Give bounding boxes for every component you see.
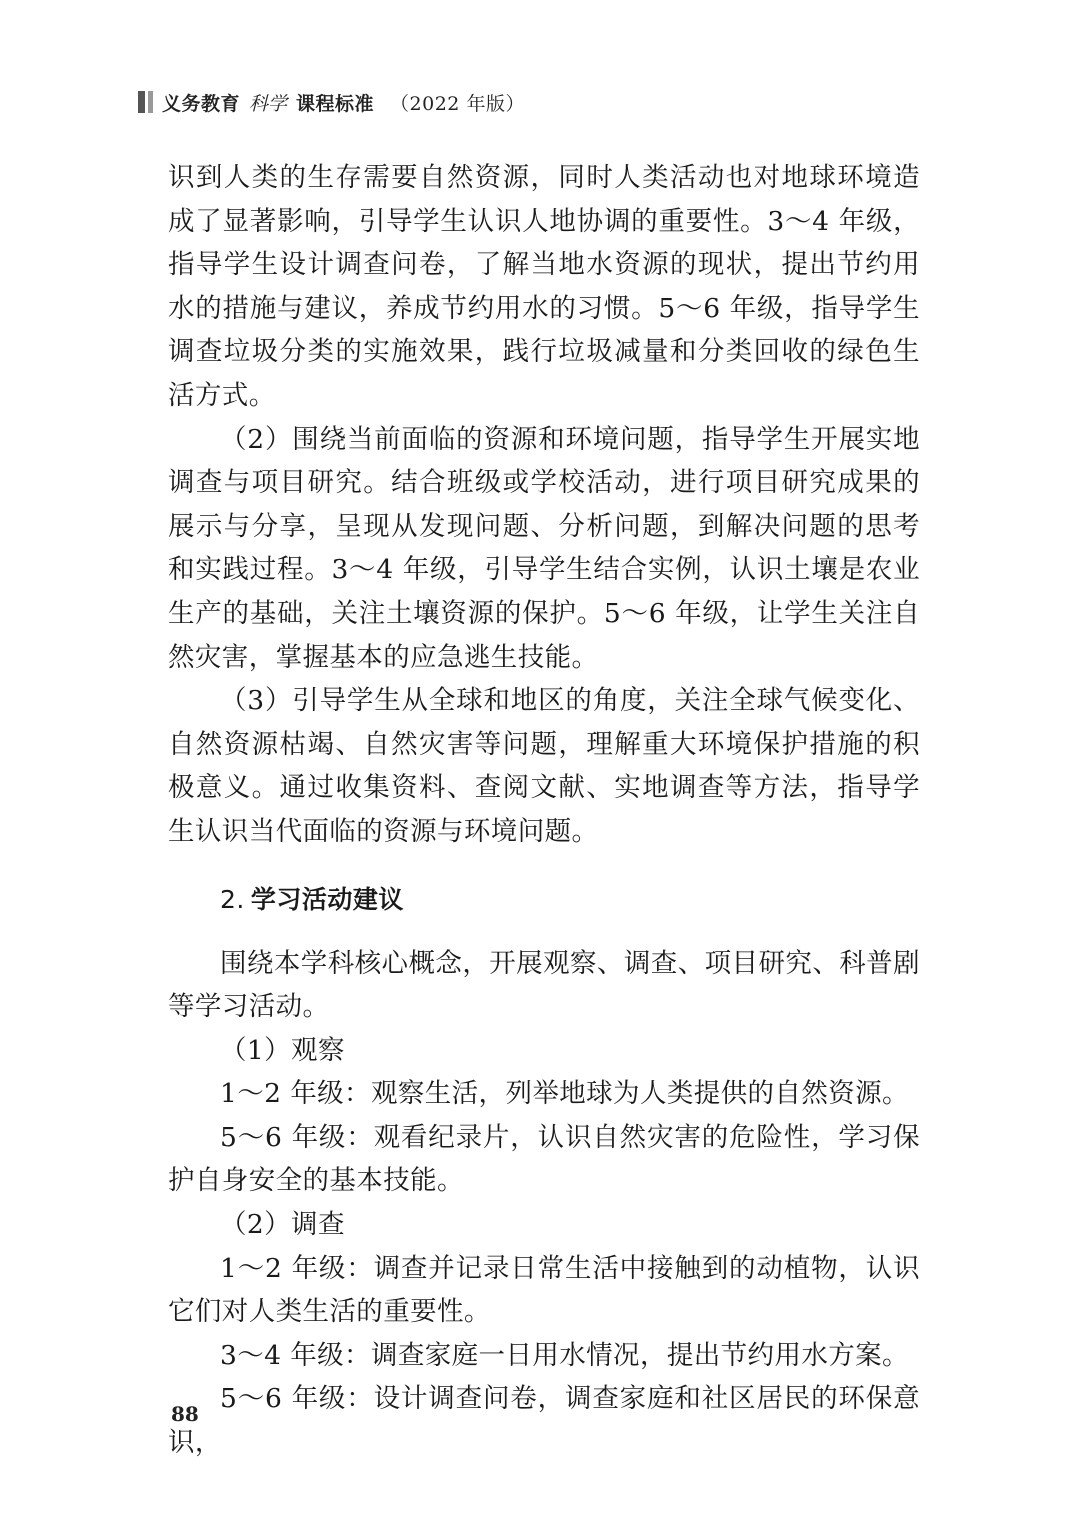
- paragraph-continued: 识到人类的生存需要自然资源，同时人类活动也对地球环境造成了显著影响，引导学生认识人地协调的重要性。3～4 年级，指导学生设计调查问卷，了解当地水资源的现状，提出节约用水的措施与建议，养成节约用水的习惯。5～6 年级，指导学生调查垃圾分类的实施效果，践行垃圾减量和分类回收的绿色生活方式。: [168, 162, 920, 411]
- section-heading: [168, 880, 920, 920]
- survey-grade-5-6: 5～6 年级：设计调查问卷，调查家庭和社区居民的环保意识，: [168, 1383, 920, 1459]
- observe-heading: （1）观察: [220, 1034, 345, 1066]
- header-bar-mark-icon: [138, 91, 153, 113]
- page-number: 88: [171, 1402, 199, 1426]
- section-number: 2.: [220, 884, 245, 914]
- page-body: [168, 156, 920, 1465]
- section-title: 学习活动建议: [250, 884, 404, 914]
- header-title: 课程标准: [296, 92, 375, 115]
- observe-grade-1-2: 1～2 年级：观察生活，列举地球为人类提供的自然资源。: [220, 1078, 909, 1110]
- running-header: [138, 88, 525, 116]
- header-subject: 科学: [249, 92, 288, 115]
- activities-intro: 围绕本学科核心概念，开展观察、调查、项目研究、科普剧等学习活动。: [168, 947, 920, 1023]
- survey-grade-1-2: 1～2 年级：调查并记录日常生活中接触到的动植物，认识它们对人类生活的重要性。: [168, 1252, 920, 1328]
- paragraph-item-3: （3）引导学生从全球和地区的角度，关注全球气候变化、自然资源枯竭、自然灾害等问题，理解重大环境保护措施的积极意义。通过收集资料、查阅文献、实地调查等方法，指导学生认识当代面临的资源与环境问题。: [168, 685, 920, 847]
- paragraph-item-2: （2）围绕当前面临的资源和环境问题，指导学生开展实地调查与项目研究。结合班级或学校活动，进行项目研究成果的展示与分享，呈现从发现问题、分析问题，到解决问题的思考和实践过程。3～4 年级，引导学生结合实例，认识土壤是农业生产的基础，关注土壤资源的保护。5～6 年级，让学生关注自然灾害，掌握基本的应急逃生技能。: [168, 423, 920, 673]
- survey-heading: （2）调查: [220, 1209, 345, 1241]
- survey-grade-3-4: 3～4 年级：调查家庭一日用水情况，提出节约用水方案。: [220, 1339, 909, 1371]
- header-series: 义务教育: [162, 92, 241, 115]
- header-edition: （2022 年版）: [390, 92, 525, 115]
- observe-grade-5-6: 5～6 年级：观看纪录片，认识自然灾害的危险性，学习保护自身安全的基本技能。: [168, 1121, 920, 1197]
